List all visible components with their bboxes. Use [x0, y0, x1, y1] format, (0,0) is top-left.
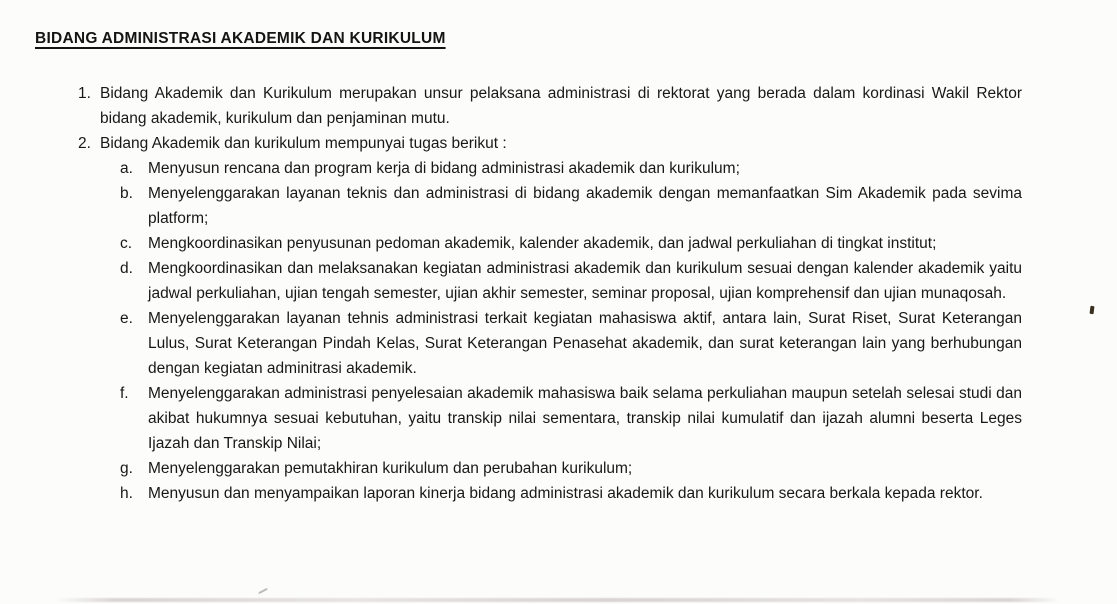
subitem-text-b: Menyelenggarakan layanan teknis dan administrasi di bidang akademik dengan memanfaatkan Sim Akademik pada sevima platform; — [148, 185, 1022, 227]
subitem-marker-b: b. — [120, 185, 133, 202]
subitem-text-c: Mengkoordinasikan penyusunan pedoman akademik, kalender akademik, dan jadwal perkuliahan di tingkat institut; — [148, 235, 937, 252]
list-item-2 — [78, 131, 1022, 156]
subitem-text-g: Menyelenggarakan pemutakhiran kurikulum dan perubahan kurikulum; — [148, 460, 633, 477]
sublist-item-g — [120, 456, 1022, 481]
subitem-marker-e: e. — [120, 310, 133, 327]
pencil-tick-artifact — [258, 588, 268, 594]
lettered-sublist — [120, 156, 1022, 506]
sublist-item-e — [120, 306, 1022, 381]
subitem-marker-g: g. — [120, 460, 133, 477]
subitem-marker-d: d. — [120, 260, 133, 277]
subitem-text-d: Mengkoordinasikan dan melaksanakan kegiatan administrasi akademik dan kurikulum sesuai dengan kalender akademik yaitu jadwal perkuliahan, ujian tengah semester, ujian akhir semester, seminar proposal, ujian komprehensif dan ujian munaqosah. — [148, 260, 1022, 302]
sublist-item-a — [120, 156, 1022, 181]
scan-edge-artifact — [55, 598, 1060, 602]
document-title: BIDANG ADMINISTRASI AKADEMIK DAN KURIKULUM — [35, 30, 446, 47]
item-marker-2: 2. — [78, 135, 91, 152]
subitem-text-a: Menyusun rencana dan program kerja di bidang administrasi akademik dan kurikulum; — [148, 160, 740, 177]
sublist-item-c — [120, 231, 1022, 256]
sublist-item-b — [120, 181, 1022, 231]
subitem-text-f: Menyelenggarakan administrasi penyelesaian akademik mahasiswa baik selama perkuliahan maupun setelah selesai studi dan akibat hukumnya sesuai kebutuhan, yaitu transkip nilai sementara, transkip nilai kumulatif dan ijazah alumni beserta Leges Ijazah dan Transkip Nilai; — [148, 385, 1022, 452]
sublist-item-f — [120, 381, 1022, 456]
sublist-item-h — [120, 481, 1022, 506]
numbered-list — [78, 81, 1022, 506]
list-item-1 — [78, 81, 1022, 131]
subitem-text-h: Menyusun dan menyampaikan laporan kinerja bidang administrasi akademik dan kurikulum secara berkala kepada rektor. — [148, 485, 983, 502]
subitem-marker-a: a. — [120, 160, 133, 177]
subitem-text-e: Menyelenggarakan layanan tehnis administrasi terkait kegiatan mahasiswa aktif, antara lain, Surat Riset, Surat Keterangan Lulus, Surat Keterangan Pindah Kelas, Surat Keterangan Penasehat akademik, dan surat keterangan lain yang berhubungan dengan kegiatan adminitrasi akademik. — [148, 310, 1022, 377]
item-text-1: Bidang Akademik dan Kurikulum merupakan unsur pelaksana administrasi di rektorat yang berada dalam kordinasi Wakil Rektor bidang akademik, kurikulum dan penjaminan mutu. — [100, 85, 1022, 127]
item-text-2: Bidang Akademik dan kurikulum mempunyai tugas berikut : — [100, 135, 507, 152]
item-marker-1: 1. — [78, 85, 91, 102]
subitem-marker-h: h. — [120, 485, 133, 502]
subitem-marker-c: c. — [120, 235, 133, 252]
sublist-item-d — [120, 256, 1022, 306]
ink-speck-artifact — [1090, 306, 1095, 314]
subitem-marker-f: f. — [120, 385, 129, 402]
